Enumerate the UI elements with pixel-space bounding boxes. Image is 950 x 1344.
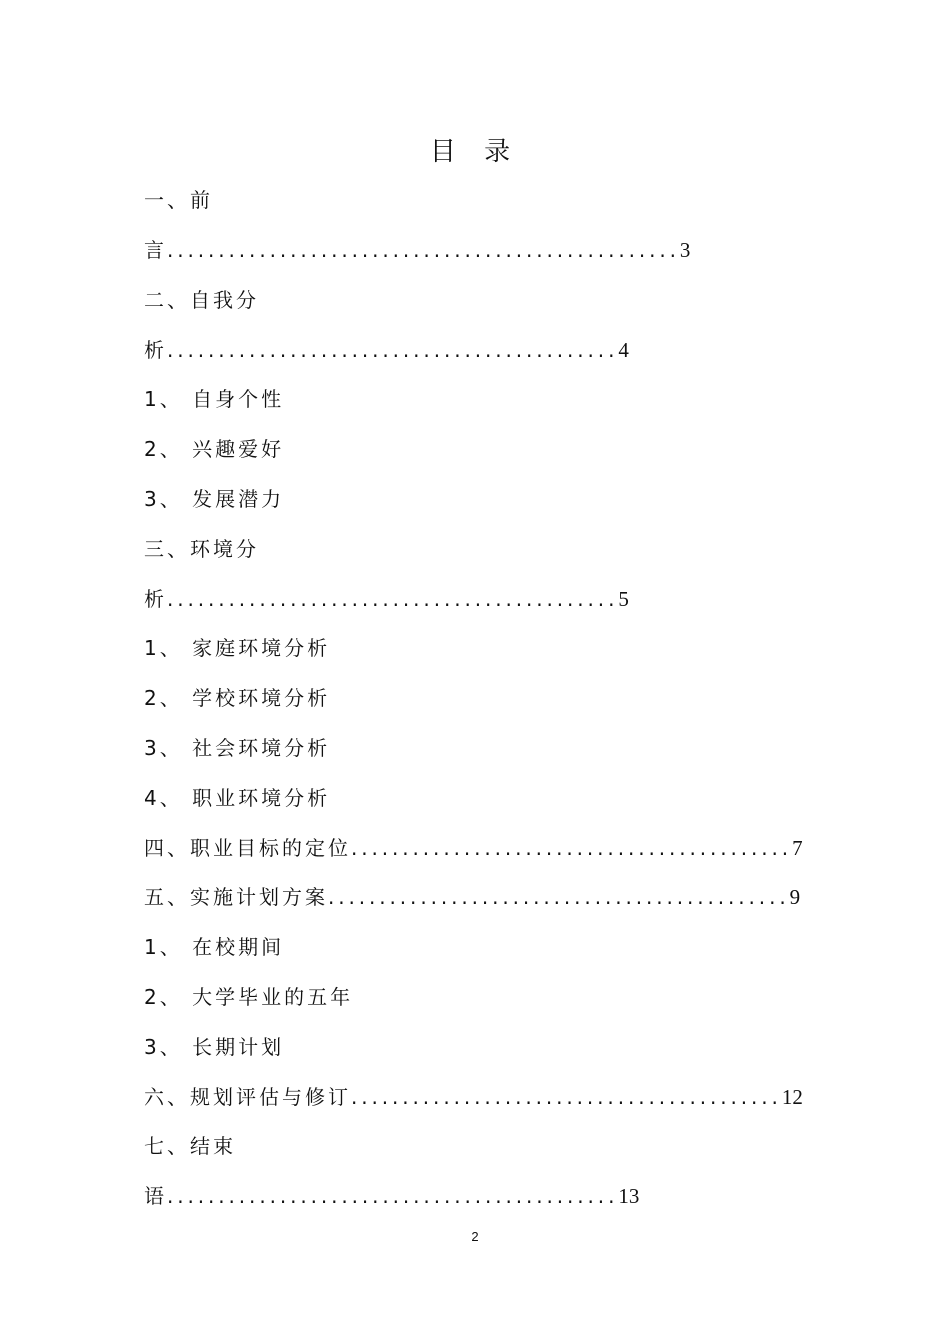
toc-leader-dots: .................................................. (167, 238, 680, 262)
toc-entry-preface[interactable] (144, 235, 690, 265)
toc-entry-environment[interactable] (144, 584, 629, 614)
toc-subentry[interactable]: 3、 长期计划 (144, 1035, 285, 1059)
page-number: 2 (471, 1229, 479, 1244)
toc-leader-dots: .......................................... (351, 1085, 782, 1109)
toc-subentry[interactable]: 3、 社会环境分析 (144, 736, 331, 760)
toc-entry-preface-heading: 一、前 (144, 188, 213, 212)
toc-subentry[interactable]: 2、 兴趣爱好 (144, 437, 285, 461)
toc-page-number: 4 (618, 338, 629, 362)
toc-entry-conclusion-heading: 七、结束 (144, 1134, 236, 1158)
toc-title: 目 录 (429, 137, 521, 167)
toc-page-number: 9 (789, 885, 801, 909)
toc-entry-implementation-plan[interactable] (144, 882, 800, 912)
toc-entry-label: 言 (144, 238, 167, 262)
toc-entry-label: 四、职业目标的定位 (144, 836, 351, 860)
toc-page-number: 13 (618, 1184, 640, 1208)
toc-subentry[interactable]: 1、 家庭环境分析 (144, 636, 331, 660)
toc-subentry[interactable]: 2、 学校环境分析 (144, 686, 331, 710)
toc-entry-label: 六、规划评估与修订 (144, 1085, 351, 1109)
toc-entry-conclusion[interactable] (144, 1181, 639, 1211)
toc-leader-dots: ............................................ (167, 587, 619, 611)
toc-entry-environment-heading: 三、环境分 (144, 537, 259, 561)
toc-subentry[interactable]: 2、 大学毕业的五年 (144, 985, 354, 1009)
toc-entry-career-goal[interactable] (144, 833, 803, 863)
toc-entry-label: 析 (144, 587, 167, 611)
toc-leader-dots: ............................................ (167, 338, 619, 362)
toc-subentry[interactable]: 3、 发展潜力 (144, 487, 285, 511)
toc-subentry[interactable]: 4、 职业环境分析 (144, 786, 331, 810)
toc-leader-dots: ............................................. (328, 885, 790, 909)
toc-page-number: 5 (618, 587, 629, 611)
toc-entry-self-analysis[interactable] (144, 335, 629, 365)
toc-entry-evaluation[interactable] (144, 1082, 803, 1112)
toc-entry-label: 五、实施计划方案 (144, 885, 328, 909)
toc-leader-dots: ............................................ (167, 1184, 619, 1208)
toc-page-number: 12 (781, 1085, 803, 1109)
toc-subentry[interactable]: 1、 在校期间 (144, 935, 285, 959)
toc-subentry[interactable]: 1、 自身个性 (144, 387, 285, 411)
toc-entry-label: 析 (144, 338, 167, 362)
toc-entry-self-analysis-heading: 二、自我分 (144, 288, 259, 312)
toc-leader-dots: ........................................... (351, 836, 793, 860)
toc-page-number: 3 (679, 238, 691, 262)
toc-page-number: 7 (792, 836, 803, 860)
toc-entry-label: 语 (144, 1184, 167, 1208)
